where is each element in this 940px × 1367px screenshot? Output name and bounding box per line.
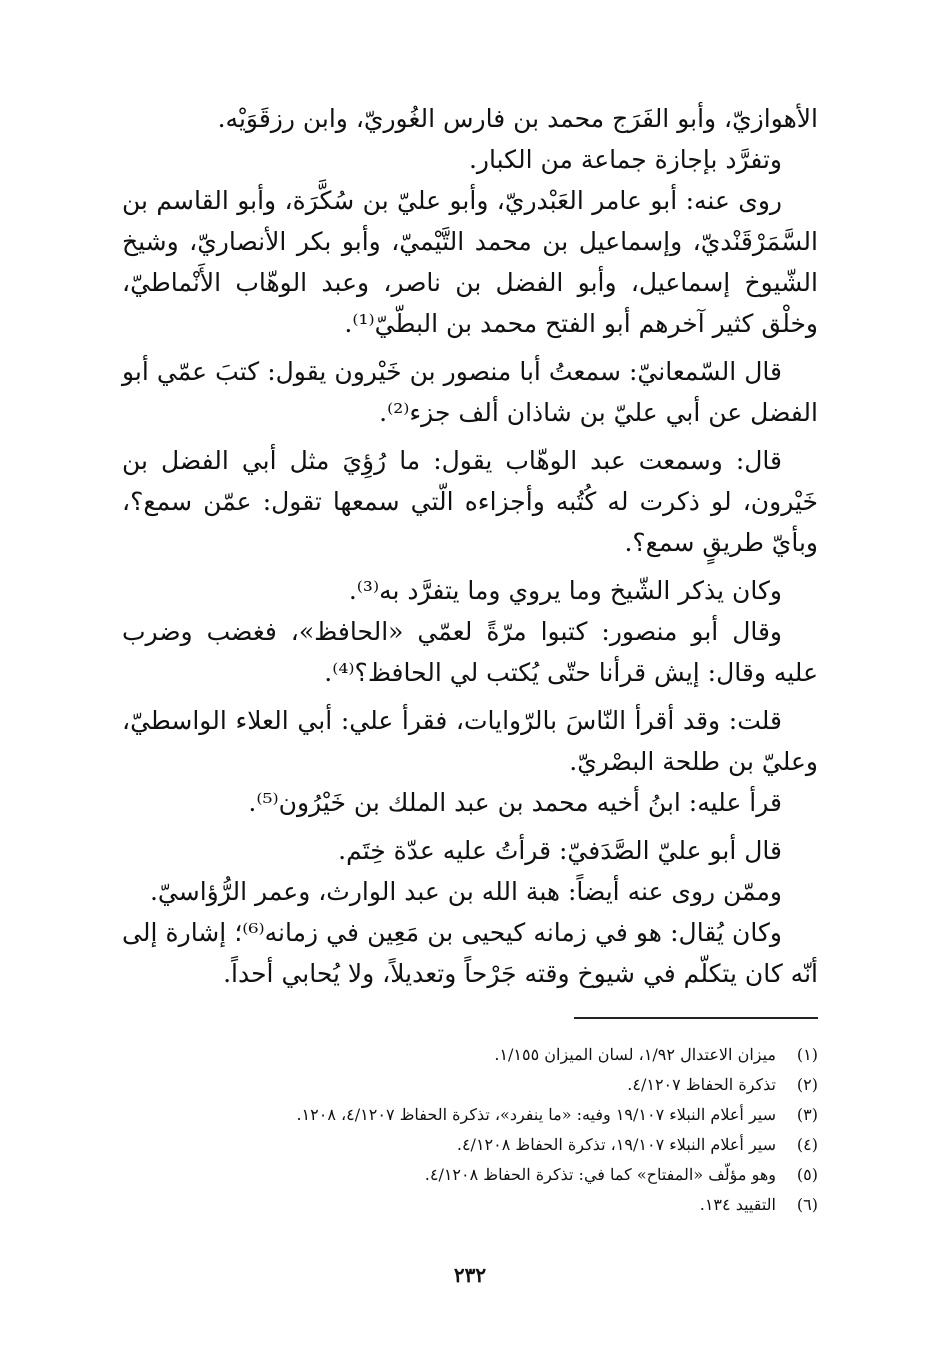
paragraph-11: وممّن روى عنه أيضاً: هبة الله بن عبد الوارث، وعمر الرُّؤاسيّ. bbox=[149, 877, 782, 906]
paragraph-3: روى عنه: أبو عامر العَبْدريّ، وأبو عليّ بن سُكَّرَة، وأبو القاسم بن السَّمَرْقَنْديّ، وإسماعيل بن محمد التَّيْميّ، وأبو بكر الأنصاريّ، وشيخ الشّيوخ إسماعيل، وأبو الفضل بن ناصر، وعبد الوهّاب الأَنْماطيّ، وخلْق كثير آخرهم أبو الفتح محمد بن البطّيّ⁽¹⁾. bbox=[122, 186, 818, 338]
page-number: ٢٣٢ bbox=[453, 1263, 487, 1287]
paragraph-8: قلت: وقد أقرأ النّاسَ بالرّوايات، فقرأ علي: أبي العلاء الواسطيّ، وعليّ بن طلحة البصْريّ. bbox=[122, 706, 818, 776]
footnote-5 bbox=[122, 1160, 818, 1190]
footnote-4 bbox=[122, 1130, 818, 1160]
footnote-3 bbox=[122, 1100, 818, 1130]
paragraph-10: قال أبو عليّ الصَّدَفيّ: قرأتُ عليه عدّة خِتَم. bbox=[338, 836, 782, 865]
footnote-1 bbox=[122, 1040, 818, 1070]
footnote-number: (٤) bbox=[796, 1135, 818, 1154]
footnote-number: (٥) bbox=[796, 1165, 818, 1184]
footnote-number: (٢) bbox=[796, 1075, 818, 1094]
paragraph-12: وكان يُقال: هو في زمانه كيحيى بن مَعِين في زمانه⁽⁶⁾؛ إشارة إلى أنّه كان يتكلّم في شيوخ وقته جَرْحاً وتعديلاً، ولا يُحابي أحداً. bbox=[122, 918, 818, 988]
paragraph-1: الأهوازيّ، وأبو الفَرَج محمد بن فارس الغُوريّ، وابن رزقَوَيْه. bbox=[217, 104, 818, 133]
footnote-text: تذكرة الحفاظ ٤/١٢٠٧. bbox=[627, 1075, 776, 1094]
footnote-text: وهو مؤلّف «المفتاح» كما في: تذكرة الحفاظ ٤/١٢٠٨. bbox=[424, 1165, 776, 1184]
paragraph-7: وقال أبو منصور: كتبوا مرّةً لعمّي «الحافظ»، فغضب وضرب عليه وقال: إيش قرأنا حتّى يُكتب لي الحافظ؟⁽⁴⁾. bbox=[122, 617, 818, 687]
footnote-6 bbox=[122, 1190, 818, 1220]
paragraph-6: وكان يذكر الشّيخ وما يروي وما يتفرَّد به⁽³⁾. bbox=[348, 576, 782, 605]
footnote-text: سير أعلام النبلاء ١٩/١٠٧، تذكرة الحفاظ ٤/١٢٠٨. bbox=[456, 1135, 776, 1154]
footnote-text: سير أعلام النبلاء ١٩/١٠٧ وفيه: «ما ينفرد»، تذكرة الحفاظ ٤/١٢٠٧، ١٢٠٨. bbox=[296, 1105, 776, 1124]
footnote-text: التقييد ١٣٤. bbox=[699, 1195, 776, 1214]
paragraph-2: وتفرَّد بإجازة جماعة من الكبار. bbox=[468, 145, 782, 174]
footnotes bbox=[122, 1040, 818, 1220]
footnote-number: (٣) bbox=[796, 1105, 818, 1124]
main-text bbox=[122, 98, 818, 994]
paragraph-5: قال: وسمعت عبد الوهّاب يقول: ما رُؤِيَ مثل أبي الفضل بن خَيْرون، لو ذكرت له كُتُبه وأجزاءه الّتي سمعها تقول: عمّن سمع؟، وبأيّ طريقٍ سمع؟. bbox=[122, 446, 818, 557]
footnote-separator bbox=[574, 1017, 818, 1019]
paragraph-9: قرأ عليه: ابنُ أخيه محمد بن عبد الملك بن خَيْرُون⁽⁵⁾. bbox=[248, 788, 782, 817]
paragraph-4: قال السّمعانيّ: سمعتُ أبا منصور بن خَيْرون يقول: كتبَ عمّي أبو الفضل عن أبي عليّ بن شاذان ألف جزء⁽²⁾. bbox=[122, 357, 818, 427]
footnote-text: ميزان الاعتدال ١/٩٢، لسان الميزان ١/١٥٥. bbox=[494, 1045, 776, 1064]
footnote-2 bbox=[122, 1070, 818, 1100]
footnote-number: (١) bbox=[796, 1045, 818, 1064]
footnote-number: (٦) bbox=[796, 1195, 818, 1214]
